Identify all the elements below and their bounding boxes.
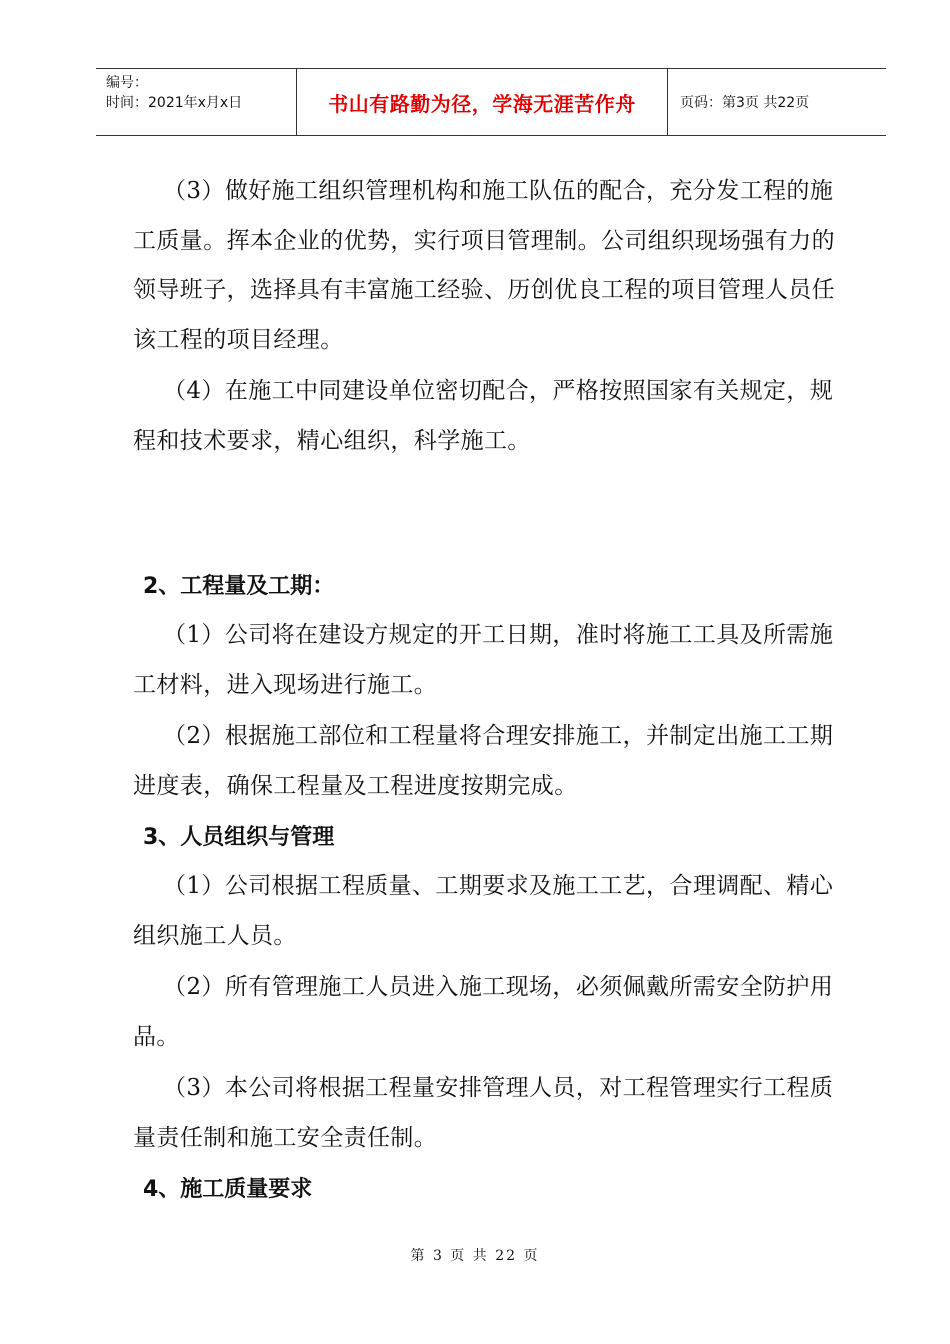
paragraph: （2）根据施工部位和工程量将合理安排施工，并制定出施工工期进度表，确保工程量及工程进度按期完成。 (133, 723, 834, 799)
paragraph: （3）做好施工组织管理机构和施工队伍的配合，充分发工程的施工质量。挥本企业的优势，实行项目管理制。公司组织现场强有力的领导班子，选择具有丰富施工经验、历创优良工程的项目管理人员任该工程的项目经理。 (133, 178, 835, 353)
page-header (96, 68, 886, 136)
header-motto: 书山有路勤为径，学海无涯苦作舟 (297, 69, 668, 135)
document-body (133, 167, 853, 1214)
paragraph: （1）公司根据工程质量、工期要求及施工工艺，合理调配、精心组织施工人员。 (133, 873, 834, 949)
paragraph: （1）公司将在建设方规定的开工日期，准时将施工工具及所需施工材料，进入现场进行施工。 (133, 622, 834, 698)
paragraph: （3）本公司将根据工程量安排管理人员，对工程管理实行工程质量责任制和施工安全责任制。 (133, 1075, 834, 1151)
paragraph: （2）所有管理施工人员进入施工现场，必须佩戴所需安全防护用品。 (133, 974, 834, 1050)
section-heading: 2、工程量及工期： (143, 574, 335, 599)
section-heading: 3、人员组织与管理 (143, 825, 335, 850)
paragraph: （4）在施工中同建设单位密切配合，严格按照国家有关规定，规程和技术要求，精心组织，科学施工。 (133, 378, 834, 454)
blank-space (133, 468, 853, 562)
time-label: 时间：2021年x月x日 (106, 95, 243, 111)
header-page-info: 页码：第3页 共22页 (680, 95, 810, 111)
section-heading: 4、施工质量要求 (143, 1177, 313, 1202)
page-footer: 第 3 页 共 22 页 (410, 1248, 540, 1264)
header-meta (96, 69, 297, 135)
serial-label: 编号： (106, 75, 148, 91)
